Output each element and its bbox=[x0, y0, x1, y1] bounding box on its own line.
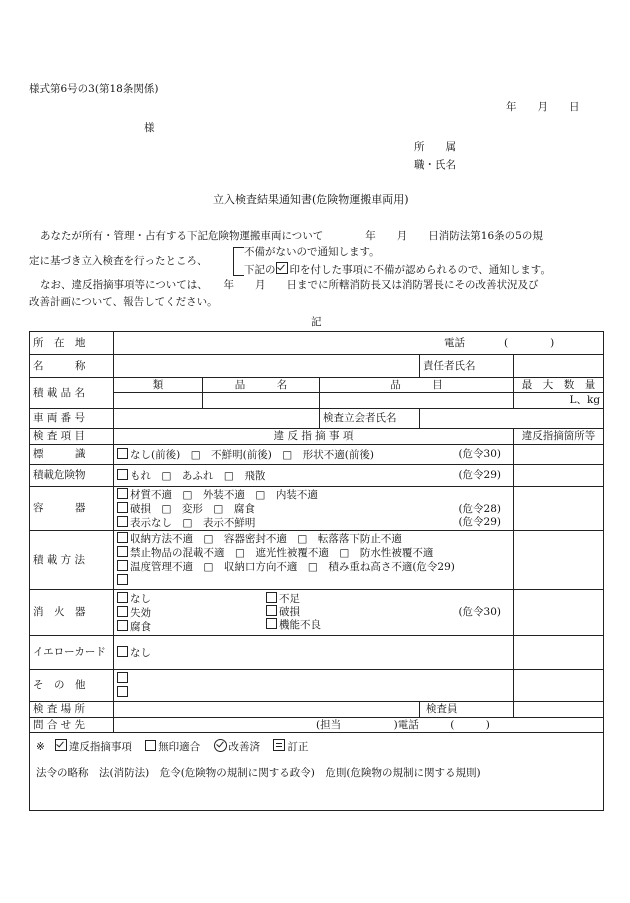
sign-checkbox[interactable] bbox=[117, 448, 128, 459]
vehicle-no-label: 車 両 番 号 bbox=[30, 409, 114, 429]
container-label: 容 器 bbox=[30, 487, 114, 531]
check-mark-icon bbox=[276, 262, 288, 274]
ext-checkbox[interactable] bbox=[266, 605, 277, 616]
body-line-3: なお、違反指摘事項等については、 年 月 日までに所轄消防長又は消防署長にその改善状況及び bbox=[40, 279, 539, 291]
sign-ref: (危令30) bbox=[458, 448, 501, 460]
option-bracket bbox=[233, 247, 244, 276]
container-checkbox[interactable] bbox=[117, 488, 128, 499]
witness-field[interactable] bbox=[420, 409, 604, 429]
legend-no-mark: 無印適合 bbox=[158, 741, 201, 753]
ext-right-3: 機能不良 bbox=[279, 619, 321, 631]
responsible-label: 責任者氏名 bbox=[420, 355, 514, 378]
phone-label: 電話 bbox=[444, 337, 465, 349]
yellow-location[interactable] bbox=[514, 636, 604, 670]
contact-field[interactable] bbox=[114, 718, 604, 733]
contact-label: 問 合 せ 先 bbox=[30, 718, 114, 733]
col-item: 品 目 bbox=[320, 378, 514, 393]
loading-line-4 bbox=[117, 574, 510, 588]
ext-right-2: 破損 bbox=[279, 606, 300, 618]
inspector-field[interactable] bbox=[514, 702, 604, 718]
container-line-2: 破損 □ 変形 □ 腐食 bbox=[117, 502, 510, 516]
address-label: 所 在 地 bbox=[30, 332, 114, 355]
dangerous-label: 積載危険物 bbox=[30, 465, 114, 487]
body-line-1: あなたが所有・管理・占有する下記危険物運搬車両について 年 月 日消防法第16条の5の規 bbox=[40, 230, 543, 242]
container-checkbox[interactable] bbox=[117, 516, 128, 527]
yellow-checkbox[interactable] bbox=[117, 646, 128, 657]
extinguisher-location[interactable] bbox=[514, 590, 604, 636]
dangerous-checkbox[interactable] bbox=[117, 469, 128, 480]
inspection-table bbox=[29, 331, 604, 811]
dangerous-location[interactable] bbox=[514, 465, 604, 487]
other-label: そ の 他 bbox=[30, 670, 114, 702]
class-field[interactable] bbox=[114, 393, 203, 409]
legend-violation: 違反指摘事項 bbox=[68, 741, 132, 753]
addressee: 様 bbox=[144, 122, 155, 134]
ext-checkbox[interactable] bbox=[117, 620, 128, 631]
circled-check-icon bbox=[214, 739, 227, 752]
loading-line-2: 禁止物品の混載不適 □ 遮光性被覆不適 □ 防水性被覆不適 bbox=[117, 546, 510, 560]
location-header: 違反指摘箇所等 bbox=[514, 429, 604, 445]
vehicle-no-field[interactable] bbox=[114, 409, 320, 429]
yellow-card-label: イエローカード bbox=[30, 636, 114, 670]
sign-options: なし(前後) □ 不鮮明(前後) □ 形状不適(前後) bbox=[130, 448, 374, 461]
legend-mark: ※ bbox=[36, 741, 45, 753]
affiliation-label: 所 属 bbox=[414, 141, 456, 153]
law-abbreviations: 法令の略称 法(消防法) 危令(危険物の規制に関する政令) 危則(危険物の規制に関する規則) bbox=[36, 767, 481, 779]
date-line: 年 月 日 bbox=[506, 101, 580, 113]
other-checkbox[interactable] bbox=[117, 672, 128, 683]
legend-cell bbox=[30, 733, 604, 811]
loading-checkbox[interactable] bbox=[117, 560, 128, 571]
legend-fixed: 改善済 bbox=[228, 741, 261, 753]
loading-checkbox[interactable] bbox=[117, 532, 128, 543]
phone-paren: ( ) bbox=[504, 337, 555, 349]
ext-checkbox[interactable] bbox=[266, 618, 277, 629]
document-title: 立入検査結果通知書(危険物運搬車両用) bbox=[213, 193, 409, 206]
dangerous-options: もれ □ あふれ □ 飛散 bbox=[130, 469, 266, 482]
ext-checkbox[interactable] bbox=[117, 592, 128, 603]
witness-label: 検査立会者氏名 bbox=[320, 409, 420, 429]
other-location[interactable] bbox=[514, 670, 604, 702]
ext-left-1: なし bbox=[130, 592, 151, 605]
container-ref-1: (危令28) bbox=[458, 503, 501, 515]
dangerous-ref: (危令29) bbox=[458, 469, 501, 481]
unit-label: L、kg bbox=[514, 393, 604, 409]
inspector-label: 検査員 bbox=[420, 702, 514, 718]
loading-line-1: 収納方法不適 □ 容器密封不適 □ 転落落下防止不適 bbox=[117, 532, 510, 546]
other-checkbox[interactable] bbox=[117, 686, 128, 697]
loading-location[interactable] bbox=[514, 531, 604, 590]
form-number: 様式第6号の3(第18条関係) bbox=[29, 83, 159, 95]
legend-correct: 訂正 bbox=[287, 741, 309, 753]
address-field[interactable] bbox=[114, 332, 604, 355]
ext-right-1: 不足 bbox=[279, 593, 300, 605]
product-field[interactable] bbox=[203, 393, 320, 409]
container-line-1: 材質不適 □ 外装不適 □ 内装不適 bbox=[117, 488, 510, 502]
body-line-2: 定に基づき立入検査を行ったところ、 bbox=[29, 255, 208, 267]
check-mark-icon bbox=[55, 739, 67, 751]
ext-checkbox[interactable] bbox=[117, 606, 128, 617]
loading-checkbox[interactable] bbox=[117, 546, 128, 557]
yellow-none: なし bbox=[130, 646, 151, 659]
loading-label: 積 載 方 法 bbox=[30, 531, 114, 590]
option-defects: 下記の 印を付した事項に不備が認められるので、通知します。 bbox=[244, 264, 551, 276]
col-product: 品 名 bbox=[203, 378, 320, 393]
col-class: 類 bbox=[114, 378, 203, 393]
inspect-place-field[interactable] bbox=[114, 702, 420, 718]
ext-left-3: 腐食 bbox=[130, 620, 151, 633]
option-no-defects: 不備がないので通知します。 bbox=[244, 246, 380, 258]
container-line-3: 表示なし □ 表示不鮮明 bbox=[117, 516, 510, 530]
loading-checkbox[interactable] bbox=[117, 574, 128, 585]
col-max: 最 大 数 量 bbox=[514, 378, 604, 393]
name-title-label: 職・氏名 bbox=[414, 159, 456, 171]
body-line-4: 改善計画について、報告してください。 bbox=[29, 296, 218, 308]
responsible-field[interactable] bbox=[514, 355, 604, 378]
empty-box-icon bbox=[145, 740, 156, 751]
name-label: 名 称 bbox=[30, 355, 114, 378]
extinguisher-label: 消 火 器 bbox=[30, 590, 114, 636]
inspect-place-label: 検 査 場 所 bbox=[30, 702, 114, 718]
ext-left-2: 失効 bbox=[130, 606, 151, 619]
loading-line-3: 温度管理不適 □ 収納口方向不適 □ 積み重ね高さ不適(危令29) bbox=[117, 560, 510, 574]
cargo-label: 積 載 品 名 bbox=[30, 378, 114, 409]
sign-location[interactable] bbox=[514, 445, 604, 465]
name-field[interactable] bbox=[114, 355, 420, 378]
container-checkbox[interactable] bbox=[117, 502, 128, 513]
item-field[interactable] bbox=[320, 393, 514, 409]
ext-checkbox[interactable] bbox=[266, 592, 277, 603]
sign-label: 標 識 bbox=[30, 445, 114, 465]
legend-line bbox=[36, 739, 308, 754]
ext-ref: (危令30) bbox=[458, 606, 501, 618]
container-location[interactable] bbox=[514, 487, 604, 531]
contact-tantou: (担当 )電話 ( ) bbox=[316, 719, 490, 731]
container-ref-2: (危令29) bbox=[458, 516, 501, 528]
violation-header: 違 反 指 摘 事 項 bbox=[114, 429, 514, 445]
equals-box-icon bbox=[273, 739, 285, 751]
inspect-item-label: 検 査 項 目 bbox=[30, 429, 114, 445]
ki-heading: 記 bbox=[311, 316, 322, 328]
